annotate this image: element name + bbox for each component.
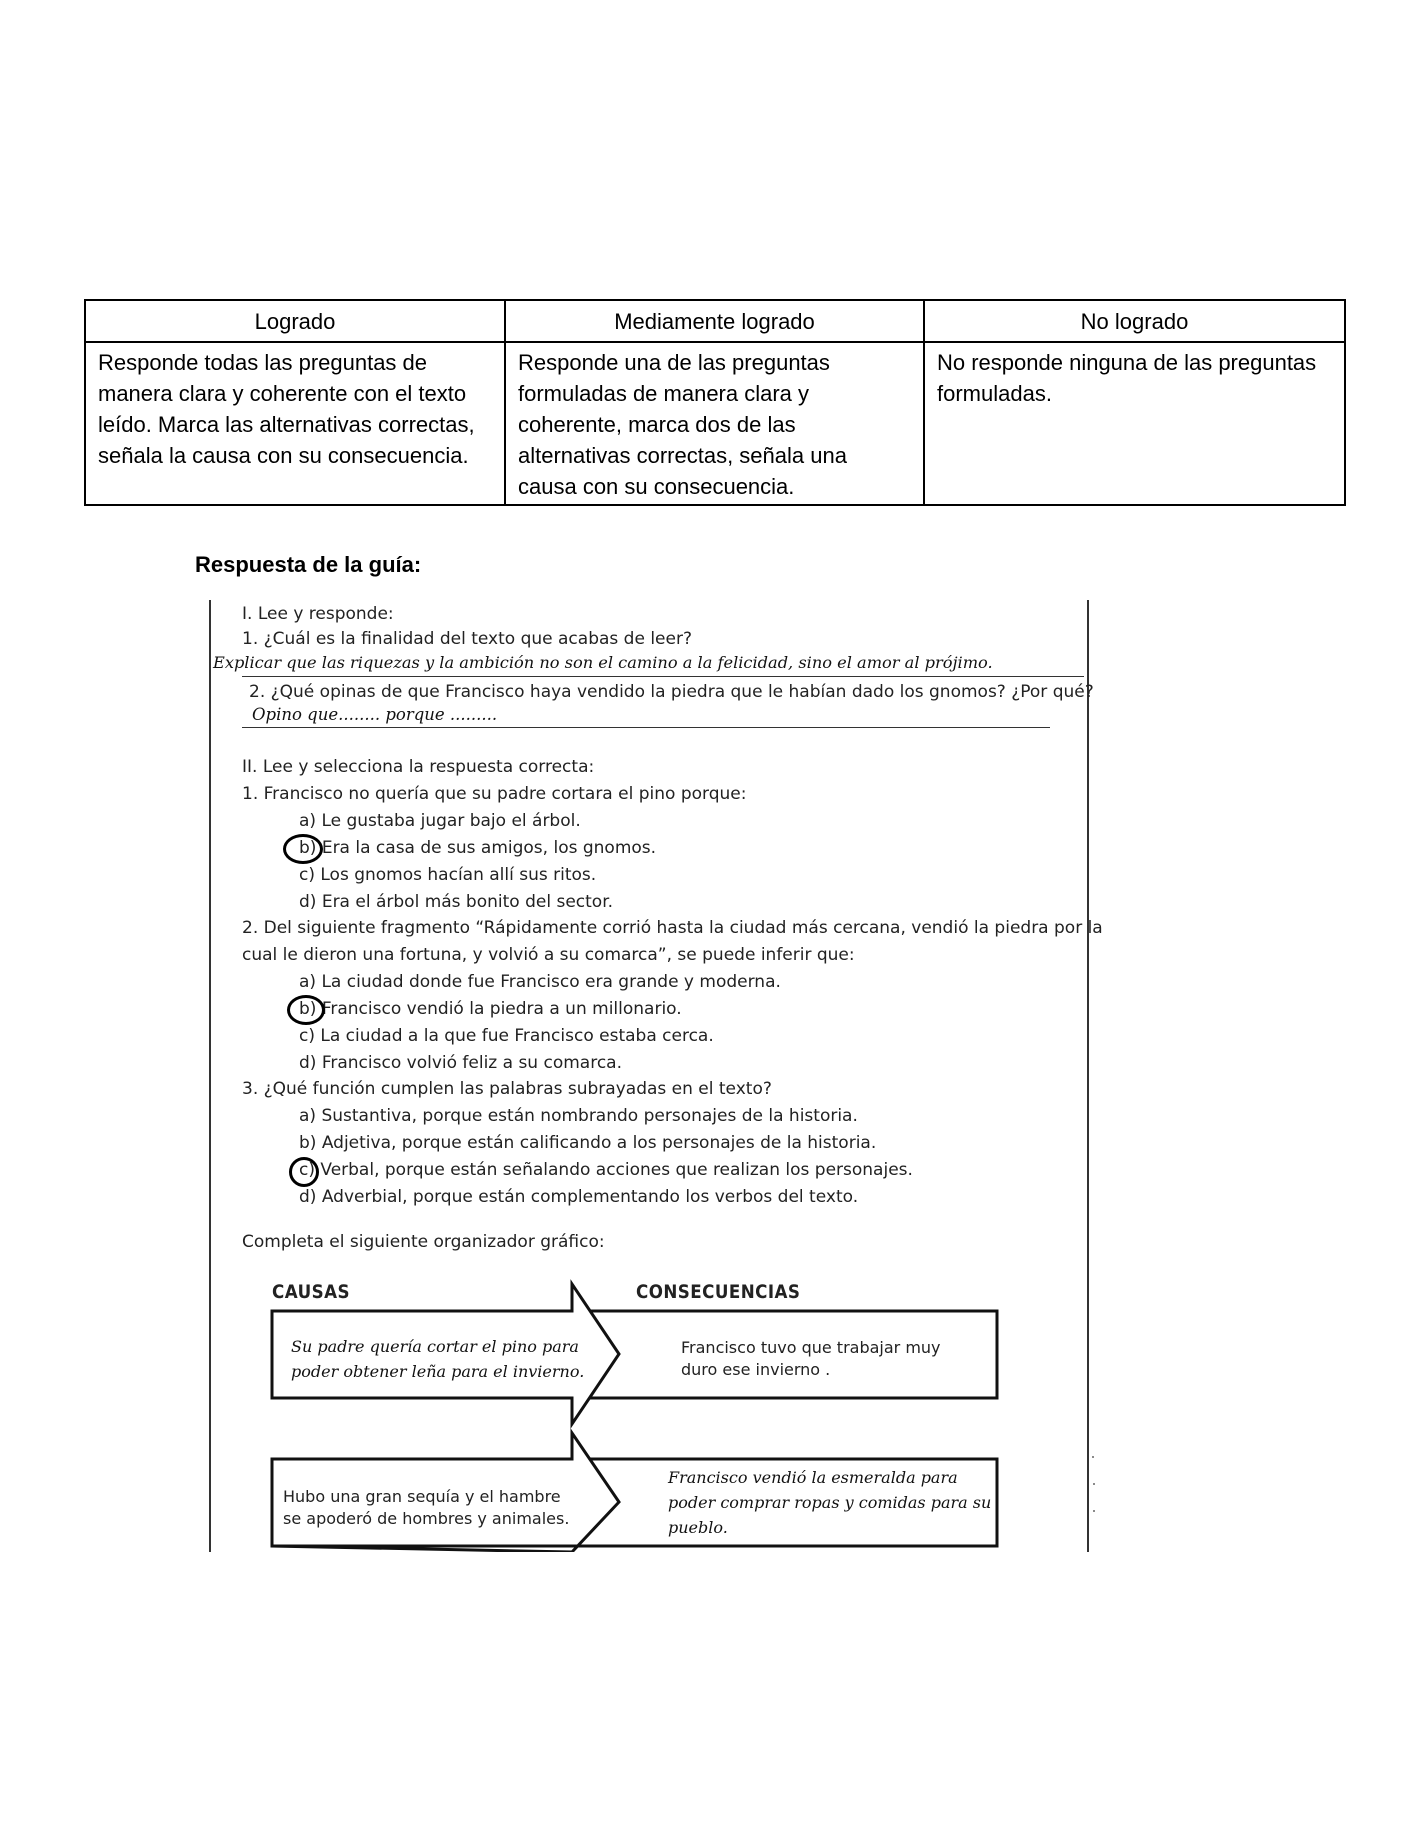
rubric-cell-mediamente-logrado: Responde una de las preguntas formuladas de manera clara y coherente, marca dos de las alternativas correctas, señala una causa con su consecuencia. (505, 342, 924, 505)
organizer-instruction: Completa el siguiente organizador gráfico: (242, 1232, 605, 1252)
part1-question-1: 1. ¿Cuál es la finalidad del texto que acabas de leer? (242, 629, 692, 649)
organizer-diagram (209, 600, 1089, 1552)
row2-consequence-text: Francisco vendió la esmeralda para poder comprar ropas y comidas para su pueblo. (668, 1468, 992, 1537)
rubric-header-logrado: Logrado (85, 300, 505, 342)
part1-answer-2: Opino que........ porque ......... (252, 705, 498, 724)
part2-question-1: 1. Francisco no quería que su padre cortara el pino porque: (242, 784, 747, 804)
part2-question-3: 3. ¿Qué función cumplen las palabras subrayadas en el texto? (242, 1079, 772, 1099)
row2-cause-text: Hubo una gran sequía y el hambre se apoderó de hombres y animales. (283, 1487, 570, 1528)
q1-option-b: b) Era la casa de sus amigos, los gnomos. (299, 838, 657, 858)
q2-option-c: c) La ciudad a la que fue Francisco estaba cerca. (299, 1026, 714, 1046)
rubric-cell-no-logrado: No responde ninguna de las preguntas formuladas. (924, 342, 1345, 505)
guide-scan (209, 600, 1103, 1552)
section-title: Respuesta de la guía: (195, 552, 422, 577)
rubric-header-no-logrado: No logrado (924, 300, 1345, 342)
part2-heading: II. Lee y selecciona la respuesta correcta: (242, 757, 595, 777)
causes-label: CAUSAS (272, 1281, 350, 1303)
rubric-cell-logrado: Responde todas las preguntas de manera clara y coherente con el texto leído. Marca las alternativas correctas, señala la causa con su consecuencia. (85, 342, 505, 505)
part2-question-2-line1: 2. Del siguiente fragmento “Rápidamente corrió hasta la ciudad más cercana, vendió la piedra por la (242, 918, 1103, 938)
q3-option-d: d) Adverbial, porque están complementando los verbos del texto. (299, 1187, 859, 1207)
q1-option-c: c) Los gnomos hacían allí sus ritos. (299, 865, 597, 885)
part1-answer-1: Explicar que las riquezas y la ambición no son el camino a la felicidad, sino el amor al prójimo. (213, 653, 993, 672)
consequences-label: CONSECUENCIAS (636, 1281, 801, 1303)
q2-option-b: b) Francisco vendió la piedra a un millonario. (299, 999, 682, 1019)
rubric-criteria-row (85, 342, 1345, 505)
q2-option-a: a) La ciudad donde fue Francisco era grande y moderna. (299, 972, 781, 992)
scan-speck (1092, 1456, 1094, 1458)
part2-question-2-line2: cual le dieron una fortuna, y volvió a su comarca”, se puede inferir que: (242, 945, 855, 965)
q1-option-a: a) Le gustaba jugar bajo el árbol. (299, 811, 581, 831)
rubric-table (84, 299, 1346, 506)
part1-question-2: 2. ¿Qué opinas de que Francisco haya vendido la piedra que le habían dado los gnomos? ¿Por qué? (249, 682, 1094, 702)
scan-speck (1093, 1510, 1095, 1512)
part1-heading: I. Lee y responde: (242, 604, 394, 624)
row1-consequence-text: Francisco tuvo que trabajar muy duro ese invierno . (681, 1338, 941, 1379)
q3-option-c: c) Verbal, porque están señalando acciones que realizan los personajes. (299, 1160, 913, 1180)
q2-option-d: d) Francisco volvió feliz a su comarca. (299, 1053, 622, 1073)
row1-cause-text: Su padre quería cortar el pino para poder obtener leña para el invierno. (291, 1337, 585, 1381)
q3-option-b: b) Adjetiva, porque están calificando a los personajes de la historia. (299, 1133, 877, 1153)
q1-option-d: d) Era el árbol más bonito del sector. (299, 892, 614, 912)
rubric-header-mediamente-logrado: Mediamente logrado (505, 300, 924, 342)
scan-speck (1093, 1483, 1095, 1485)
q3-option-a: a) Sustantiva, porque están nombrando personajes de la historia. (299, 1106, 858, 1126)
rubric-header-row (85, 300, 1345, 342)
